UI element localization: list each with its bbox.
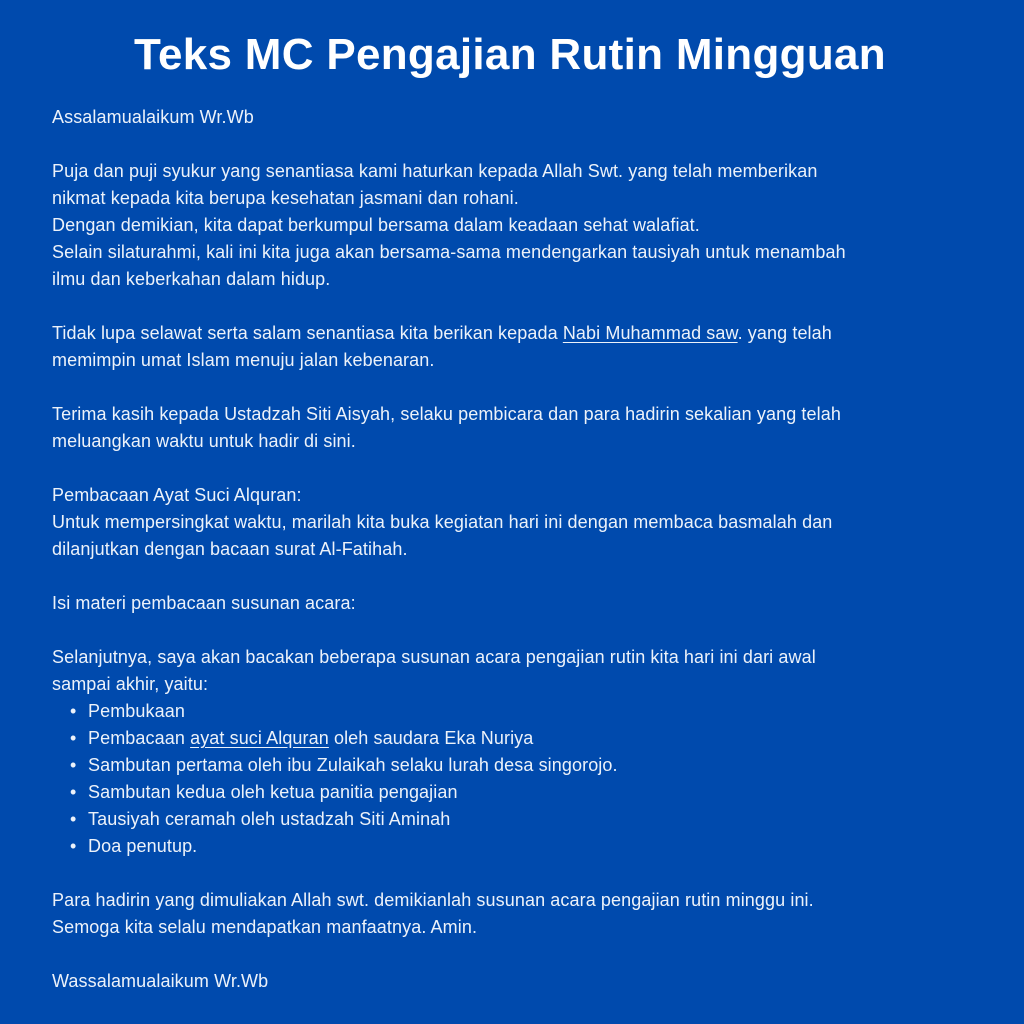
text-line: Selain silaturahmi, kali ini kita juga akan bersama-sama mendengarkan tausiyah untuk menambah [52, 242, 846, 262]
text-line: Para hadirin yang dimuliakan Allah swt. demikianlah susunan acara pengajian rutin minggu ini. [52, 890, 814, 910]
paragraph-thanks [52, 401, 968, 455]
text-line: memimpin umat Islam menuju jalan kebenaran. [52, 350, 435, 370]
text-run: Pembacaan [88, 728, 191, 748]
greeting-text: Assalamualaikum Wr.Wb [52, 107, 254, 127]
agenda-item [88, 725, 968, 752]
text-line: ilmu dan keberkahan dalam hidup. [52, 269, 331, 289]
agenda-item: • Pembukaan [88, 698, 968, 725]
agenda-item: • Sambutan pertama oleh ibu Zulaikah selaku lurah desa singorojo. [88, 752, 968, 779]
paragraph-selawat [52, 320, 968, 374]
agenda-item: • Doa penutup. [88, 833, 968, 860]
agenda-item: • Sambutan kedua oleh ketua panitia pengajian [88, 779, 968, 806]
text-line [52, 320, 968, 347]
inline-link-ayat-suci[interactable]: ayat suci Alquran [190, 728, 329, 748]
text-line: nikmat kepada kita berupa kesehatan jasmani dan rohani. [52, 188, 519, 208]
text-line: dilanjutkan dengan bacaan surat Al-Fatihah. [52, 539, 408, 559]
text-line: Dengan demikian, kita dapat berkumpul bersama dalam keadaan sehat walafiat. [52, 215, 700, 235]
paragraph-opening [52, 158, 968, 293]
document-body [52, 104, 968, 995]
text-line: Puja dan puji syukur yang senantiasa kami haturkan kepada Allah Swt. yang telah memberikan [52, 161, 818, 181]
paragraph-quran [52, 482, 968, 563]
page-title: Teks MC Pengajian Rutin Mingguan [134, 30, 886, 79]
agenda-list [52, 698, 968, 860]
text-run: . yang telah [737, 323, 832, 343]
agenda-item: • Tausiyah ceramah oleh ustadzah Siti Aminah [88, 806, 968, 833]
inline-link-nabi-muhammad[interactable]: Nabi Muhammad saw [562, 323, 738, 343]
text-line: Untuk mempersingkat waktu, marilah kita buka kegiatan hari ini dengan membaca basmalah dan [52, 512, 833, 532]
text-run: Tidak lupa selawat serta salam senantiasa kita berikan kepada [52, 323, 563, 343]
text-line: sampai akhir, yaitu: [52, 674, 209, 694]
paragraph-isi-materi: Isi materi pembacaan susunan acara: [52, 593, 356, 613]
farewell-text: Wassalamualaikum Wr.Wb [52, 971, 269, 991]
text-line: Semoga kita selalu mendapatkan manfaatnya. Amin. [52, 917, 478, 937]
text-line: meluangkan waktu untuk hadir di sini. [52, 431, 356, 451]
text-line: Pembacaan Ayat Suci Alquran: [52, 485, 302, 505]
text-line: Selanjutnya, saya akan bacakan beberapa susunan acara pengajian rutin kita hari ini dari awal [52, 647, 816, 667]
paragraph-closing [52, 887, 968, 941]
text-line: Terima kasih kepada Ustadzah Siti Aisyah, selaku pembicara dan para hadirin sekalian yang telah [52, 404, 841, 424]
text-run: oleh saudara Eka Nuriya [328, 728, 534, 748]
paragraph-selanjutnya [52, 644, 968, 698]
